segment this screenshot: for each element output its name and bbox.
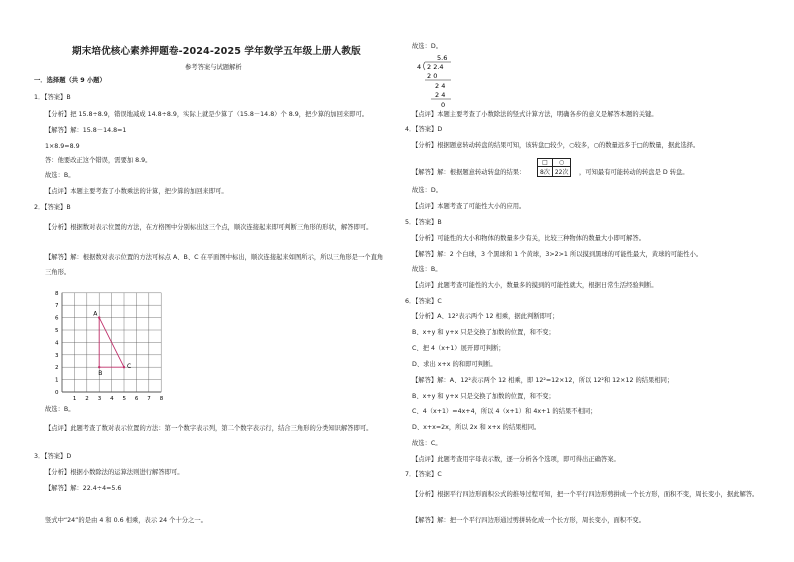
q6-choice: 故选：C。 xyxy=(412,440,442,447)
q6-solution: 【解答】解：A、12²表示两个 12 相乘，即 12²=12×12，所以 12²和 12×12 的结果相同； xyxy=(412,377,674,384)
q2-choice: 故选：B。 xyxy=(45,406,75,413)
y-tick-label: 1 xyxy=(55,377,59,384)
division-step3: 2 4 xyxy=(435,91,446,99)
table-header-circle: ○ xyxy=(552,159,571,167)
q2-comment: 【点评】此题考查了数对表示位置的方法：第一个数字表示列，第二个数字表示行，结合三角形的分类知识解答即可。 xyxy=(45,425,373,432)
division-remainder: 0 xyxy=(441,101,446,109)
q4-choice: 故选：D。 xyxy=(412,187,443,194)
q3-choice: 故选：D。 xyxy=(412,43,443,50)
y-tick-label: 4 xyxy=(55,340,59,347)
q5-choice: 故选：B。 xyxy=(412,266,442,273)
q1-analysis: 【分析】把 15.8÷8.9，错误地减成 14.8÷8.9，实际上就是少算了（15.8－14.8）个 8.9，把少算的加回来即可。 xyxy=(45,111,369,118)
q3-comment: 【点评】本题主要考查了小数除法的竖式计算方法，明确各步的意义是解答本题的关键。 xyxy=(412,111,658,118)
y-tick-labels xyxy=(55,291,59,396)
q1-answer: 1．【答案】B xyxy=(34,94,71,101)
point-a xyxy=(98,316,100,318)
q7-analysis: 【分析】根据平行四边形面积公式的推导过程可知，把一个平行四边形剪拼成一个长方形，面积不变，周长变小，据此解答。 xyxy=(412,491,759,498)
point-c xyxy=(123,366,125,368)
x-tick-label: 5 xyxy=(122,396,126,402)
q5-solution: 【解答】解：2 个白球，3 个黑球和 1 个黄球，3>2>1 所以摸到黑球的可能性最大，黄球的可能性小。 xyxy=(412,251,703,258)
table-value-circle: 22次 xyxy=(552,167,571,177)
y-tick-label: 3 xyxy=(55,352,59,359)
q6-answer: 6．【答案】C xyxy=(405,298,442,305)
q6-analysis-c: C、把 4（x+1）展开即可判断； xyxy=(412,345,505,352)
x-tick-label: 6 xyxy=(134,396,139,402)
x-tick-labels xyxy=(73,396,164,402)
q3-analysis: 【分析】根据小数除法的运算法则进行解答即可。 xyxy=(45,469,184,476)
q4-solution-tail: ，可知最有可能转动的转盘是 D 转盘。 xyxy=(579,169,689,176)
x-tick-label: 4 xyxy=(110,396,114,402)
division-step2: 2 4 xyxy=(435,82,446,90)
q6-solution-c: C、4（x+1）=4x+4，所以 4（x+1）和 4x+1 的结果不相同； xyxy=(412,408,597,415)
page-subtitle: 参考答案与试题解析 xyxy=(185,64,242,71)
q4-analysis: 【分析】根据题意转动转盘的结果可知，该转盘□较少，○较多，○的数量远多于□的数量，据此选择。 xyxy=(412,142,700,149)
q1-solution-line2: 1×8.9=8.9 xyxy=(45,143,80,150)
q5-comment: 【点评】此题考查可能性的大小，数量多的摸到的可能性就大，根据日常生活经验判断。 xyxy=(412,282,658,289)
q7-answer: 7．【答案】C xyxy=(405,471,442,478)
long-division xyxy=(415,52,459,112)
point-label-b: B xyxy=(98,370,103,378)
q4-answer: 4．【答案】D xyxy=(405,126,443,133)
q2-solution: 【解答】解：根据数对表示位置的方法可标点 A、B、C 在平面图中标出，顺次连接起来如图所示，所以三角形是一个直角三角形。 xyxy=(45,254,384,276)
q3-solution: 【解答】解：22.4÷4=5.6 xyxy=(45,485,122,492)
q6-solution-d: D、x+x=2x，所以 2x 和 x+x 的结果相同。 xyxy=(412,424,541,431)
x-tick-label: 7 xyxy=(147,396,151,402)
spin-result-table xyxy=(537,158,571,177)
q7-solution: 【解答】解：把一个平行四边形通过剪拼转化成一个长方形，周长变小，面积不变。 xyxy=(412,517,645,524)
section-heading: 一．选择题（共 9 小题） xyxy=(34,77,106,84)
y-tick-label: 6 xyxy=(55,315,59,322)
q2-analysis: 【分析】根据数对表示位置的方法，在方格图中分别标出这三个点，顺次连接起来即可判断三角形的形状，解答即可。 xyxy=(45,224,373,231)
q6-analysis-b: B、x+y 和 y+x 只是交换了加数的位置，和不变； xyxy=(412,329,555,336)
table-header-square: □ xyxy=(538,159,553,167)
x-tick-label: 8 xyxy=(159,396,164,402)
division-step1: 2 0 xyxy=(427,72,438,80)
q5-analysis: 【分析】可能性的大小和物体的数量多少有关，比较三种物体的数量大小即可解答。 xyxy=(412,235,645,242)
division-divisor: 4 xyxy=(417,63,422,71)
q1-comment: 【点评】本题主要考查了小数乘法的计算，把少算的加回来即可。 xyxy=(45,188,228,195)
y-tick-label: 2 xyxy=(55,365,59,372)
q5-answer: 5．【答案】B xyxy=(405,219,442,226)
q4-solution: 【解答】解：根据题意转动转盘的结果： xyxy=(412,169,526,176)
q6-analysis-d: D、求出 x+x 的和即可判断。 xyxy=(412,361,497,368)
x-tick-label: 1 xyxy=(72,396,77,402)
point-b xyxy=(98,366,100,368)
q6-comment: 【点评】此题考查用字母表示数，逐一分析各个选项，即可得出正确答案。 xyxy=(412,456,620,463)
y-tick-label: 7 xyxy=(55,303,59,310)
q1-solution-line1: 【解答】解：15.8－14.8=1 xyxy=(45,127,127,134)
x-tick-label: 2 xyxy=(85,396,89,402)
q6-analysis: 【分析】A、12²表示两个 12 相乘，据此判断即可； xyxy=(412,313,559,320)
table-value-square: 8次 xyxy=(538,167,553,177)
x-tick-label: 3 xyxy=(97,396,102,402)
point-label-c: C xyxy=(127,363,132,371)
coordinate-grid xyxy=(48,280,178,402)
y-tick-label: 8 xyxy=(55,290,59,297)
y-tick-label: 0 xyxy=(55,390,59,396)
q4-comment: 【点评】本题考查了可能性大小的应用。 xyxy=(412,203,526,210)
y-tick-label: 5 xyxy=(55,328,59,334)
page-title: 期末培优核心素养押题卷-2024-2025 学年数学五年级上册人教版 xyxy=(72,46,361,57)
q3-answer: 3．【答案】D xyxy=(34,453,72,460)
q1-choice: 故选：B。 xyxy=(45,172,75,179)
division-quotient: 5.6 xyxy=(437,54,448,62)
q3-note: 竖式中“24”的是由 4 和 0.6 相乘，表示 24 个十分之一。 xyxy=(45,517,207,524)
q2-answer: 2．【答案】B xyxy=(34,204,71,211)
q1-solution-line3: 答：他要改正这个错误，需要加 8.9。 xyxy=(45,157,152,164)
q6-solution-b: B、x+y 和 y+x 只是交换了加数的位置，和不变； xyxy=(412,393,555,400)
division-dividend: 2 2.4 xyxy=(427,63,444,71)
point-label-a: A xyxy=(93,310,98,318)
